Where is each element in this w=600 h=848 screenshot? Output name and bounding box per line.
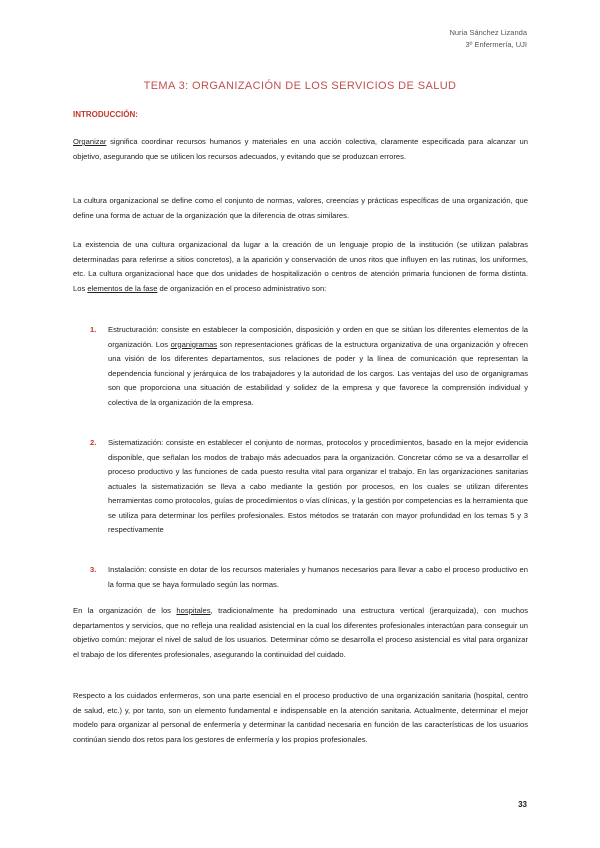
page-number: 33 xyxy=(518,800,527,809)
list-item-sistematizacion: Sistematización: consiste en establecer el conjunto de normas, protocolos y procedimientos, basado en la mejor evidencia disponible, que señalan los modos de trabajo más adecuados para la organización. Concretar cómo se va a desarrollar el proceso productivo y las funciones de cada puesto resulta vital para organizar el trabajo. En las organizaciones sanitarias actuales la sistematización se lleva a cabo mediante la gestión por procesos, en los cuales se utilizan diferentes herramientas como protocolos, guías de procedimientos o vías clínicas, y la gestión por competencias es la herramienta que se utiliza para determinar los perfiles profesionales. Estos métodos se tratarán con mayor profundidad en los temas 5 y 3 respectivamente xyxy=(108,438,528,534)
course-label: 3º Enfermería, UJI xyxy=(465,40,527,49)
section-heading: INTRODUCCIÓN: xyxy=(73,110,138,119)
paragraph-organizar: Organizar significa coordinar recursos humanos y materiales en una acción colectiva, claramente especificada para alcanzar un objetivo, asegurando que se utilicen los recursos adecuados, y evitando que se produzcan errores. xyxy=(73,137,528,161)
term-organigramas: organigramas xyxy=(170,339,218,349)
term-hospitales: hospitales xyxy=(176,606,211,615)
list-item-instalacion: Instalación: consiste en dotar de los recursos materiales y humanos necesarios para llevar a cabo el proceso productivo en la forma que se haya formulado según las normas. xyxy=(108,565,528,589)
term-organizar: Organizar xyxy=(73,137,107,146)
page-header xyxy=(449,27,527,51)
page-title: TEMA 3: ORGANIZACIÓN DE LOS SERVICIOS DE SALUD xyxy=(143,80,457,92)
list-number: 1. xyxy=(90,325,97,334)
paragraph-existencia: La existencia de una cultura organizacional da lugar a la creación de un lenguaje propio de la institución (se utilizan palabras determinadas para referirse a sitios concretos), a la aparición y conservación de unos ritos que influyen en las rutinas, los uniformes, etc. La cultura organizacional hace que dos unidades de hospitalización o centros de atención primaria funcionen de forma distinta. Los elementos de la fase de organización en el proceso administrativo son: xyxy=(73,240,528,293)
term-elementos: elementos de la fase xyxy=(87,283,158,293)
paragraph-hospitales: En la organización de los hospitales, tradicionalmente ha predominado una estructura vertical (jerarquizada), con muchos departamentos y servicios, que no refleja una realidad asistencial en la cual los diferentes profesionales interactúan para conseguir un objetivo común: mejorar el nivel de salud de los usuarios. Determinar cómo se desarrolla el proceso asistencial es vital para organizar el trabajo de los diferentes profesionales, asegurando la continuidad del cuidado. xyxy=(73,606,528,659)
paragraph-cultura: La cultura organizacional se define como el conjunto de normas, valores, creencias y prácticas específicas de una organización, que define una forma de actuar de la organización que la diferencia de otras similares. xyxy=(73,196,528,220)
author-name: Nuria Sánchez Lizanda xyxy=(449,28,527,37)
list-number: 3. xyxy=(90,565,97,574)
paragraph-cuidados: Respecto a los cuidados enfermeros, son una parte esencial en el proceso productivo de una organización sanitaria (hospital, centro de salud, etc.) y, por tanto, son un elemento fundamental e indispensable en la atención sanitaria. Actualmente, determinar el mejor modelo para organizar al personal de enfermería y determinar la cantidad necesaria en función de las características de los usuarios continúan siendo dos retos para los gestores de enfermería y los propios profesionales. xyxy=(73,691,528,744)
list-item-estructuracion: Estructuración: consiste en establecer la composición, disposición y orden en que se sitúan los diferentes elementos de la organización. Los organigramas son representaciones gráficas de la estructura organizativa de una organización y ofrecen una visión de los diferentes departamentos, sus relaciones de poder y la línea de comunicación que representan la dependencia funcional y jerárquica de los trabajadores y la autoridad de los cargos. Las ventajas del uso de organigramas son que proporciona una situación de estabilidad y solidez de la empresa y que favorece la comprensión individual y colectiva de la organización de la empresa. xyxy=(108,325,528,407)
list-number: 2. xyxy=(90,438,97,447)
